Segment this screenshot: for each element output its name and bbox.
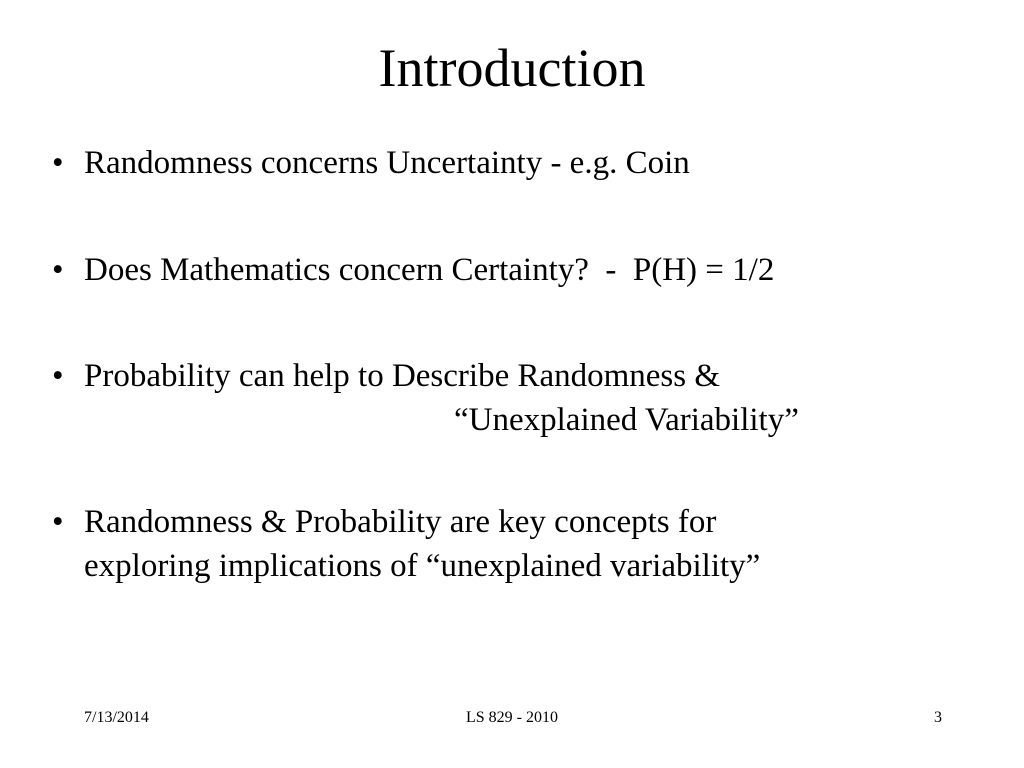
bullet-icon: •: [52, 504, 64, 540]
bullet-line: Randomness concerns Uncertainty - e.g. Coin: [84, 145, 690, 181]
bullet-icon: •: [52, 252, 64, 288]
slide-title: Introduction: [378, 38, 646, 98]
bullet-line: Probability can help to Describe Randomness &: [84, 358, 721, 394]
bullet-line: “Unexplained Variability”: [454, 402, 799, 438]
bullet-line: exploring implications of “unexplained variability”: [84, 548, 761, 584]
bullet-icon: •: [52, 358, 64, 394]
bullet-text: [84, 500, 984, 588]
bullet-text: [84, 141, 984, 185]
bullet-icon: •: [52, 145, 64, 181]
bullet-line: Does Mathematics concern Certainty? - P(H) = 1/2: [84, 252, 775, 288]
bullet-text: [84, 354, 984, 442]
footer-date: 7/13/2014: [84, 709, 149, 726]
bullet-line: Randomness & Probability are key concepts for: [84, 504, 717, 540]
footer-course: LS 829 - 2010: [466, 709, 558, 726]
footer-page-number: 3: [934, 709, 942, 726]
bullet-text: [84, 248, 984, 292]
